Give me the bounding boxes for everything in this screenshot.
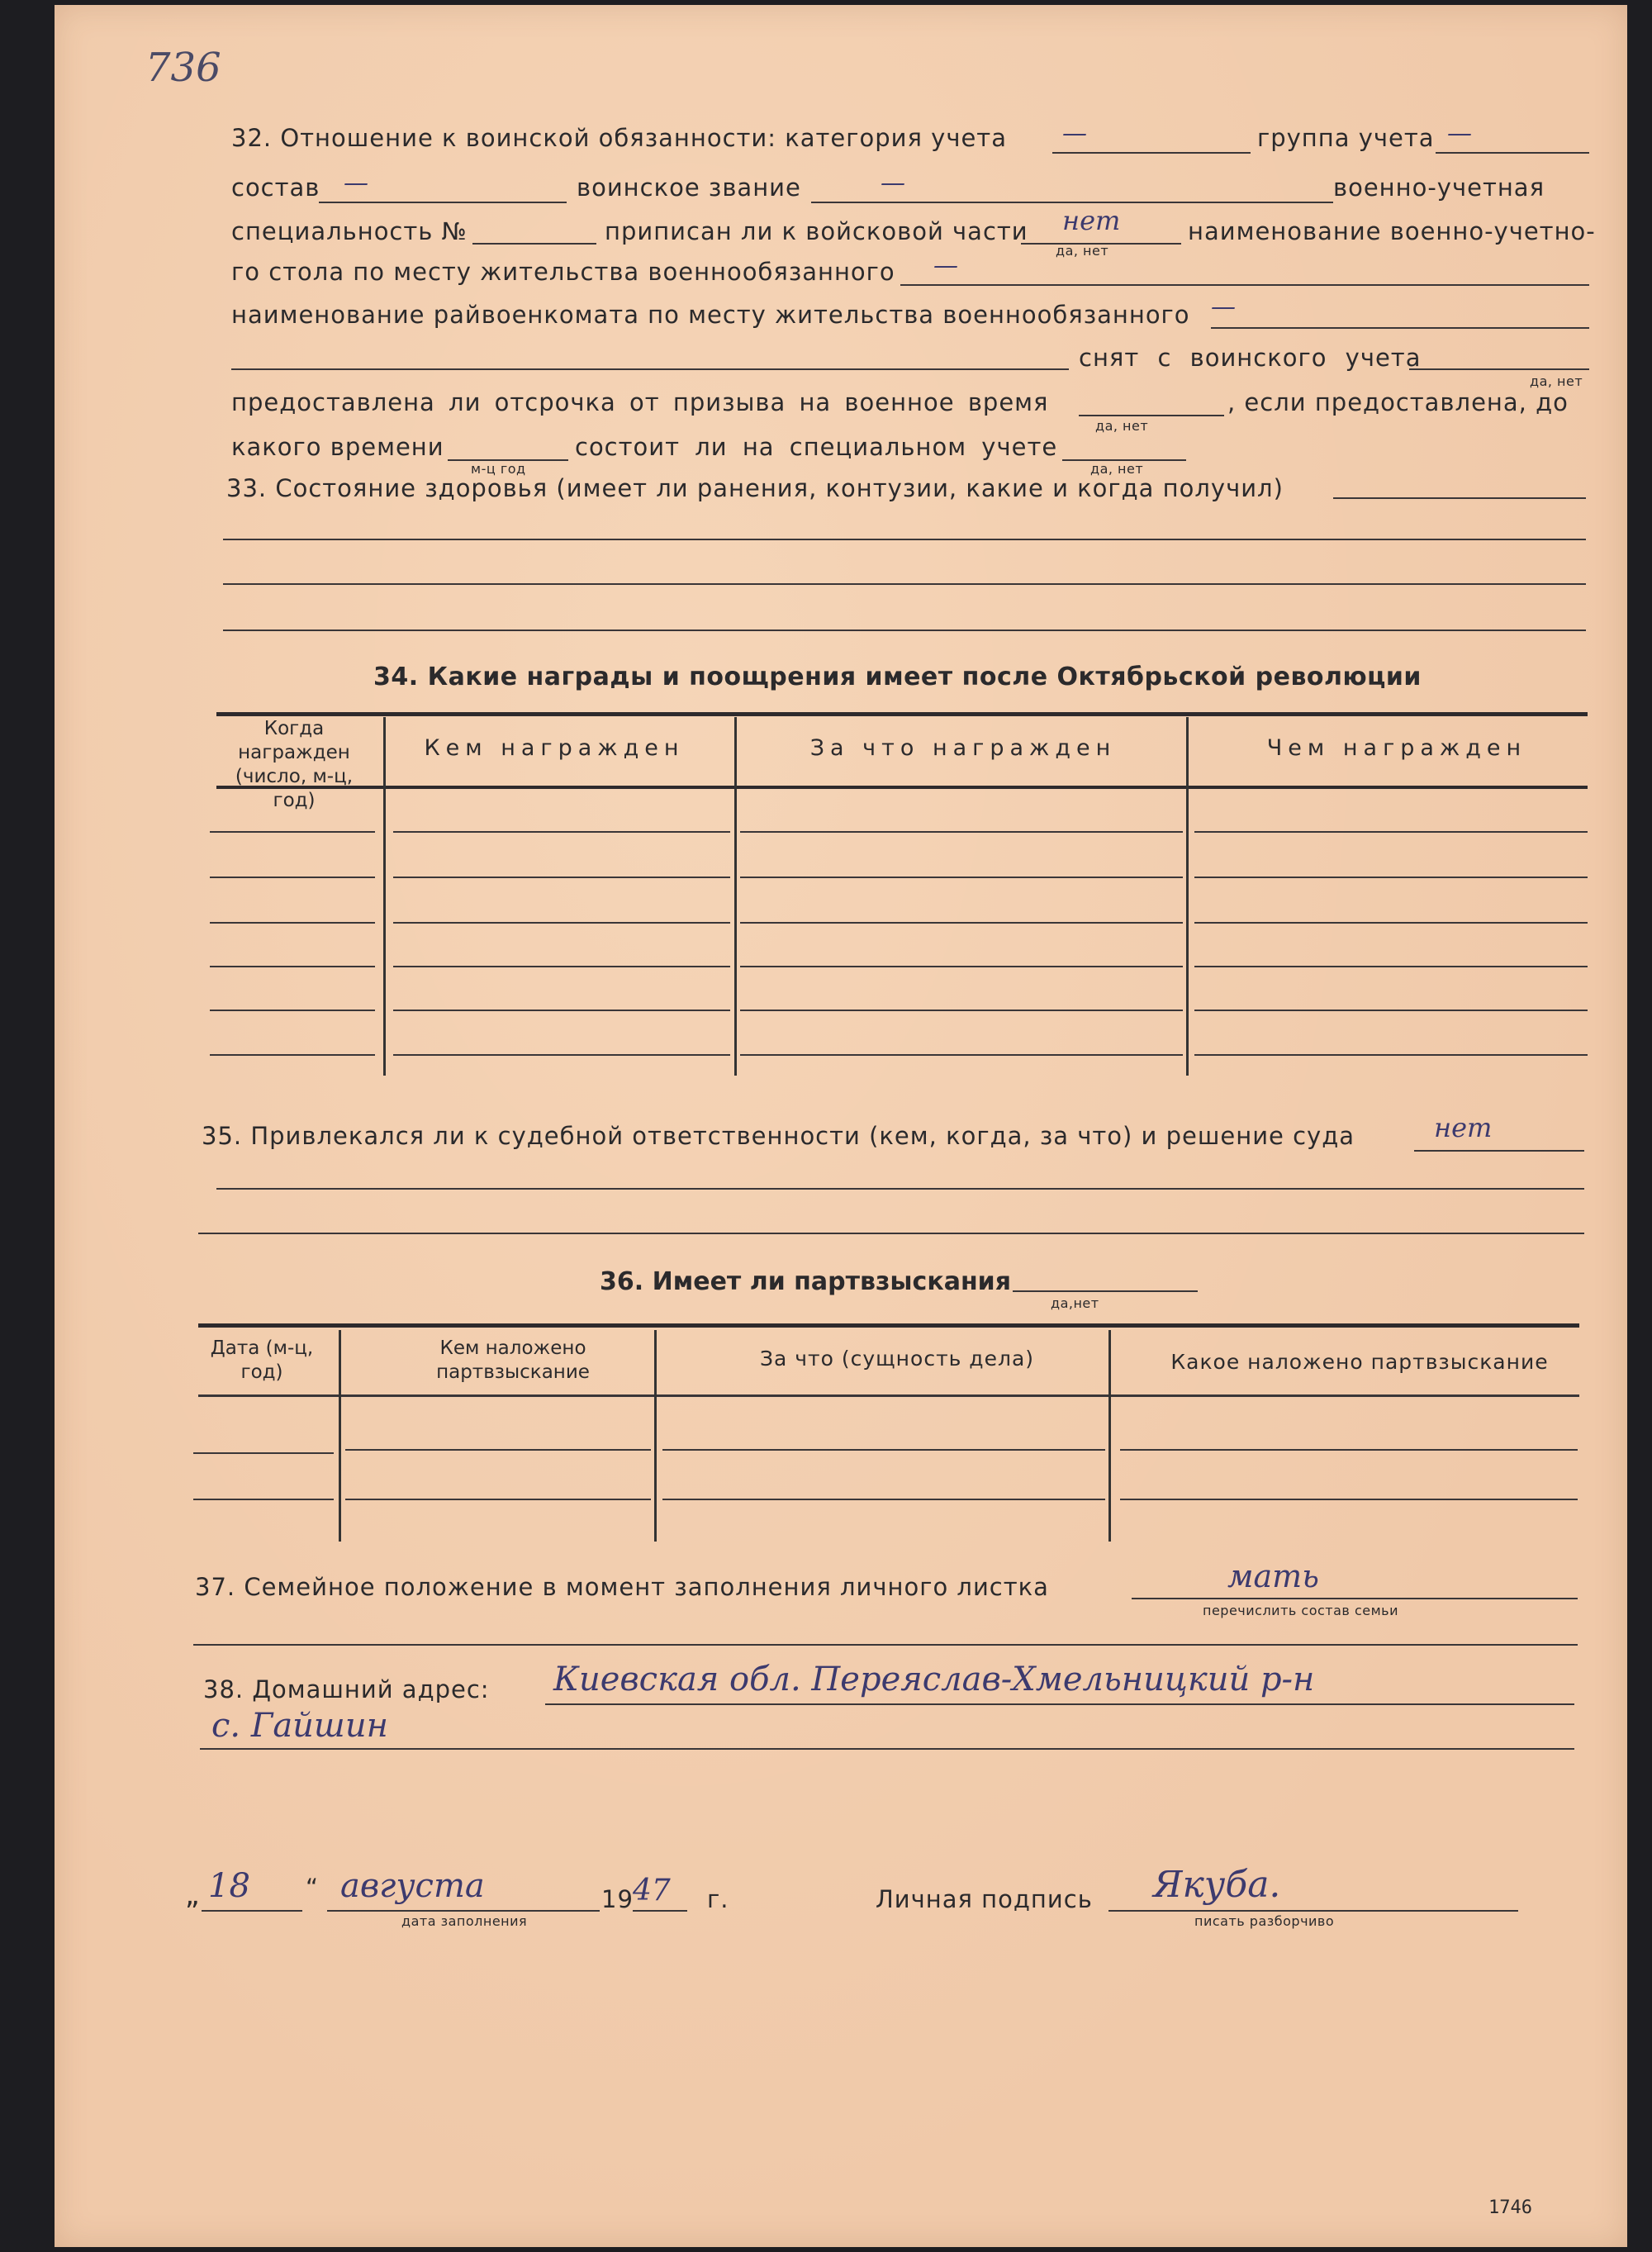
date-day-line (202, 1910, 302, 1912)
q32-commissariat-line (1211, 327, 1589, 329)
q32-deferment-until-label: , если предоставлена, до (1227, 388, 1569, 416)
date-month-line (327, 1910, 600, 1912)
q32-special-registration-label: состоит ли на специальном учете (575, 433, 1058, 461)
q34-row-line (1194, 1054, 1588, 1056)
q33-health-label: 33. Состояние здоровья (имеет ли ранения, контузии, какие и когда получил) (226, 474, 1284, 502)
q35-line-2 (216, 1188, 1584, 1190)
q36-row-line (345, 1499, 651, 1500)
date-year-suffix: г. (707, 1885, 729, 1913)
q34-row-line (393, 831, 730, 833)
date-quote-open: „ (185, 1879, 201, 1912)
q34-row-line (740, 966, 1183, 967)
q32-table-residence-value: — (933, 251, 958, 280)
q32-assigned-note: да, нет (1056, 243, 1109, 259)
form-page (55, 5, 1627, 2247)
q34-title: 34. Какие награды и поощрения имеет после Октябрьской революции (373, 663, 1422, 691)
q34-col-divider-3 (1186, 717, 1189, 1076)
q32-rank-line (811, 202, 1333, 203)
q32-group-value: — (1447, 119, 1472, 148)
q32-specialty-number-label: специальность № (231, 217, 468, 245)
q34-col-divider-2 (734, 717, 737, 1076)
q32-specialty-number-line (472, 243, 596, 245)
q34-row-line (1194, 831, 1588, 833)
q32-table-residence-line (900, 284, 1589, 286)
q32-until-label: какого времени (231, 433, 444, 461)
q36-table-top-border (198, 1323, 1579, 1328)
q36-col-divider-1 (339, 1330, 341, 1542)
q34-col-divider-1 (383, 717, 386, 1076)
q32-composition-label: состав (231, 173, 320, 202)
q32-category-line (1052, 152, 1251, 154)
date-day-value: 18 (208, 1867, 250, 1905)
q36-col-essence: За что (сущность дела) (759, 1347, 1035, 1371)
q35-answer-value: нет (1434, 1112, 1493, 1143)
q32-deregistered-label: снят с воинского учета (1079, 344, 1422, 372)
q36-row-line (662, 1449, 1105, 1451)
q36-row-line (1120, 1449, 1578, 1451)
q34-row-line (740, 1010, 1183, 1011)
q32-group-label: группа учета (1257, 124, 1435, 152)
date-note: дата заполнения (401, 1913, 528, 1929)
q32-commissariat-value: — (1211, 292, 1236, 321)
q34-row-line (210, 966, 375, 967)
q32-special-registration-note: да, нет (1090, 461, 1144, 477)
q32-deregistered-line (1409, 368, 1589, 370)
q35-label: 35. Привлекался ли к судебной ответственности (кем, когда, за что) и решение суда (202, 1122, 1355, 1150)
q37-answer-value: мать (1227, 1558, 1319, 1594)
q32-composition-value: — (344, 169, 368, 197)
q34-table-top-border (216, 712, 1588, 716)
q36-col-divider-2 (654, 1330, 657, 1542)
q34-row-line (393, 922, 730, 924)
q33-line-3 (223, 583, 1586, 585)
q34-row-line (740, 1054, 1183, 1056)
q32-rank-value: — (881, 169, 905, 197)
q34-row-line (740, 831, 1183, 833)
q34-row-line (393, 1010, 730, 1011)
q36-answer-line (1013, 1290, 1198, 1292)
q34-row-line (1194, 966, 1588, 967)
q34-row-line (740, 877, 1183, 878)
signature-note: писать разборчиво (1194, 1913, 1335, 1929)
q34-row-line (393, 966, 730, 967)
date-month-value: августа (340, 1867, 485, 1905)
signature-line (1108, 1910, 1518, 1912)
q32-category-value: — (1062, 119, 1087, 148)
q32-deferment-line (1079, 415, 1224, 416)
q36-row-line (193, 1499, 334, 1500)
q32-table-residence-label: го стола по месту жительства военнообязанного (231, 258, 895, 286)
q37-label: 37. Семейное положение в момент заполнения личного листка (195, 1573, 1049, 1601)
q32-specialty-label: военно-учетная (1333, 173, 1545, 202)
q36-row-line (345, 1449, 651, 1451)
q34-row-line (1194, 1010, 1588, 1011)
q34-col-for-what: За что награжден (809, 735, 1117, 761)
q32-commissariat-line-2 (231, 368, 1069, 370)
q38-address-line-1: Киевская обл. Переяслав-Хмельницкий р-н (553, 1660, 1315, 1699)
q32-military-table-label: наименование военно-учетно- (1188, 217, 1596, 245)
signature-value: Якуба. (1153, 1864, 1281, 1906)
q32-line1-label: 32. Отношение к воинской обязанности: категория учета (231, 124, 1007, 152)
q34-table-header-border (216, 786, 1588, 789)
q34-col-with-what: Чем награжден (1266, 735, 1527, 761)
date-year-prefix: 19 (601, 1885, 634, 1913)
q34-col-by-whom: Кем награжден (424, 735, 685, 761)
q32-deferment-label: предоставлена ли отсрочка от призыва на военное время (231, 388, 1049, 416)
q32-commissariat-label: наименование райвоенкомата по месту жительства военнообязанного (231, 301, 1190, 329)
q32-until-note: м-ц год (471, 461, 526, 477)
q33-line-2 (223, 539, 1586, 540)
date-quote-close: “ (306, 1874, 320, 1902)
q36-row-line (662, 1499, 1105, 1500)
q36-col-date: Дата (м-ц, год) (210, 1337, 314, 1383)
q32-rank-label: воинское звание (577, 173, 801, 202)
q37-answer-note: перечислить состав семьи (1203, 1603, 1398, 1618)
signature-label: Личная подпись (876, 1885, 1093, 1913)
q34-row-line (210, 831, 375, 833)
date-year-value: 47 (633, 1874, 671, 1908)
form-number: 1746 (1488, 2197, 1532, 2218)
q38-address-line-2: с. Гайшин (211, 1707, 388, 1745)
q36-col-by-whom: Кем наложено партвзыскание (436, 1337, 590, 1383)
q36-title: 36. Имеет ли партвзыскания (600, 1267, 1011, 1296)
q36-answer-note: да,нет (1051, 1295, 1099, 1311)
q37-line-2 (193, 1644, 1578, 1646)
q34-row-line (210, 922, 375, 924)
q36-table-header-border (198, 1394, 1579, 1397)
q32-group-line (1436, 152, 1589, 154)
q36-col-penalty: Какое наложено партвзыскание (1170, 1350, 1549, 1374)
q37-answer-line (1132, 1598, 1578, 1599)
q34-row-line (1194, 922, 1588, 924)
q34-row-line (393, 1054, 730, 1056)
q34-row-line (1194, 877, 1588, 878)
q33-line-1 (1333, 497, 1586, 499)
q32-deregistered-note: да, нет (1530, 373, 1583, 389)
q34-col-when: Когда награжден (число, м-ц, год) (235, 718, 354, 811)
q33-line-4 (223, 630, 1586, 631)
q32-deferment-note: да, нет (1095, 418, 1149, 434)
q34-row-line (210, 1054, 375, 1056)
q32-assigned-label: приписан ли к войсковой части (605, 217, 1028, 245)
q34-row-line (210, 1010, 375, 1011)
q34-row-line (210, 877, 375, 878)
q38-line-2 (200, 1748, 1574, 1750)
q34-row-line (740, 922, 1183, 924)
q36-col-divider-3 (1108, 1330, 1111, 1542)
q32-assigned-value: нет (1062, 205, 1121, 236)
q35-line-3 (198, 1233, 1584, 1234)
q36-row-line (193, 1452, 334, 1454)
q34-row-line (393, 877, 730, 878)
q38-line-1 (545, 1703, 1574, 1705)
q35-answer-line (1414, 1150, 1584, 1152)
q32-composition-line (319, 202, 567, 203)
archive-number: 736 (145, 45, 221, 91)
date-year-line (633, 1910, 687, 1912)
q36-row-line (1120, 1499, 1578, 1500)
q38-label: 38. Домашний адрес: (203, 1675, 490, 1703)
